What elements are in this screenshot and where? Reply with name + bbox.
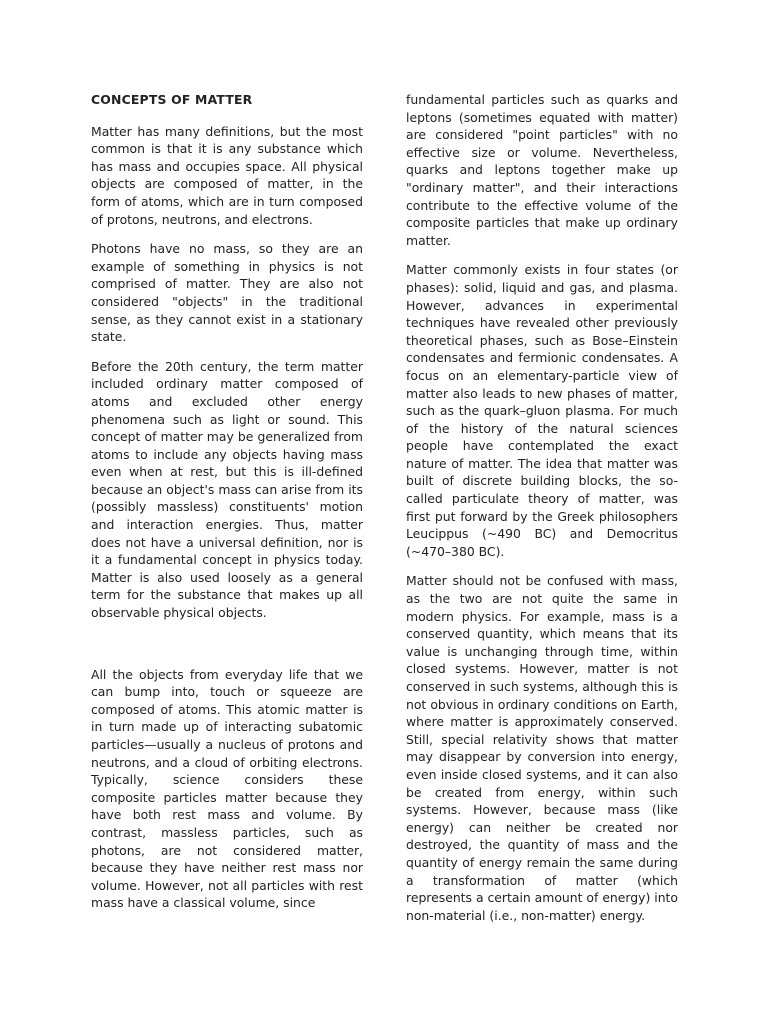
- paragraph: Photons have no mass, so they are an example of something in physics is not comprised of matter. They are also not considered "objects" in the traditional sense, as they cannot exist in a stationary state.: [91, 241, 363, 345]
- paragraph: All the objects from everyday life that we can bump into, touch or squeeze are composed of atoms. This atomic matter is in turn made up of interacting subatomic particles—usually a nucleus of protons and neutrons, and a cloud of orbiting electrons. Typically, science considers these composite particles matter because they have both rest mass and volume. By contrast, massless particles, such as photons, are not considered matter, because they have neither rest mass nor volume. However, not all particles with rest mass have a classical volume, since: [91, 666, 363, 911]
- document-title: CONCEPTS OF MATTER: [91, 92, 253, 107]
- paragraph: Before the 20th century, the term matter included ordinary matter composed of atoms and excluded other energy phenomena such as light or sound. This concept of matter may be generalized from atoms to include any objects having mass even when at rest, but this is ill-defined because an object's mass can arise from its (possibly massless) constituents' motion and interaction energies. Thus, matter does not have a universal definition, nor is it a fundamental concept in physics today. Matter is also used loosely as a general term for the substance that makes up all observable physical objects.: [91, 358, 363, 621]
- left-column: [91, 91, 363, 924]
- paragraph: Matter should not be confused with mass, as the two are not quite the same in modern physics. For example, mass is a conserved quantity, which means that its value is unchanging through time, within closed systems. However, matter is not conserved in such systems, although this is not obvious in ordinary conditions on Earth, where matter is approximately conserved. Still, special relativity shows that matter may disappear by conversion into energy, even inside closed systems, and it can also be created from energy, within such systems. However, because mass (like energy) can neither be created nor destroyed, the quantity of mass and the quantity of energy remain the same during a transformation of matter (which represents a certain amount of energy) into non-material (i.e., non-matter) energy.: [406, 573, 678, 923]
- right-column: [406, 91, 678, 936]
- paragraph: Matter commonly exists in four states (or phases): solid, liquid and gas, and plasma. However, advances in experimental techniques have revealed other previously theoretical phases, such as Bose–Einstein condensates and fermionic condensates. A focus on an elementary-particle view of matter also leads to new phases of matter, such as the quark–gluon plasma. For much of the history of the natural sciences people have contemplated the exact nature of matter. The idea that matter was built of discrete building blocks, the so-called particulate theory of matter, was first put forward by the Greek philosophers Leucippus (~490 BC) and Democritus (~470–380 BC).: [406, 262, 678, 559]
- paragraph: Matter has many definitions, but the most common is that it is any substance which has mass and occupies space. All physical objects are composed of matter, in the form of atoms, which are in turn composed of protons, neutrons, and electrons.: [91, 123, 363, 227]
- paragraph: fundamental particles such as quarks and leptons (sometimes equated with matter) are considered "point particles" with no effective size or volume. Nevertheless, quarks and leptons together make up "ordinary matter", and their interactions contribute to the effective volume of the composite particles that make up ordinary matter.: [406, 92, 678, 248]
